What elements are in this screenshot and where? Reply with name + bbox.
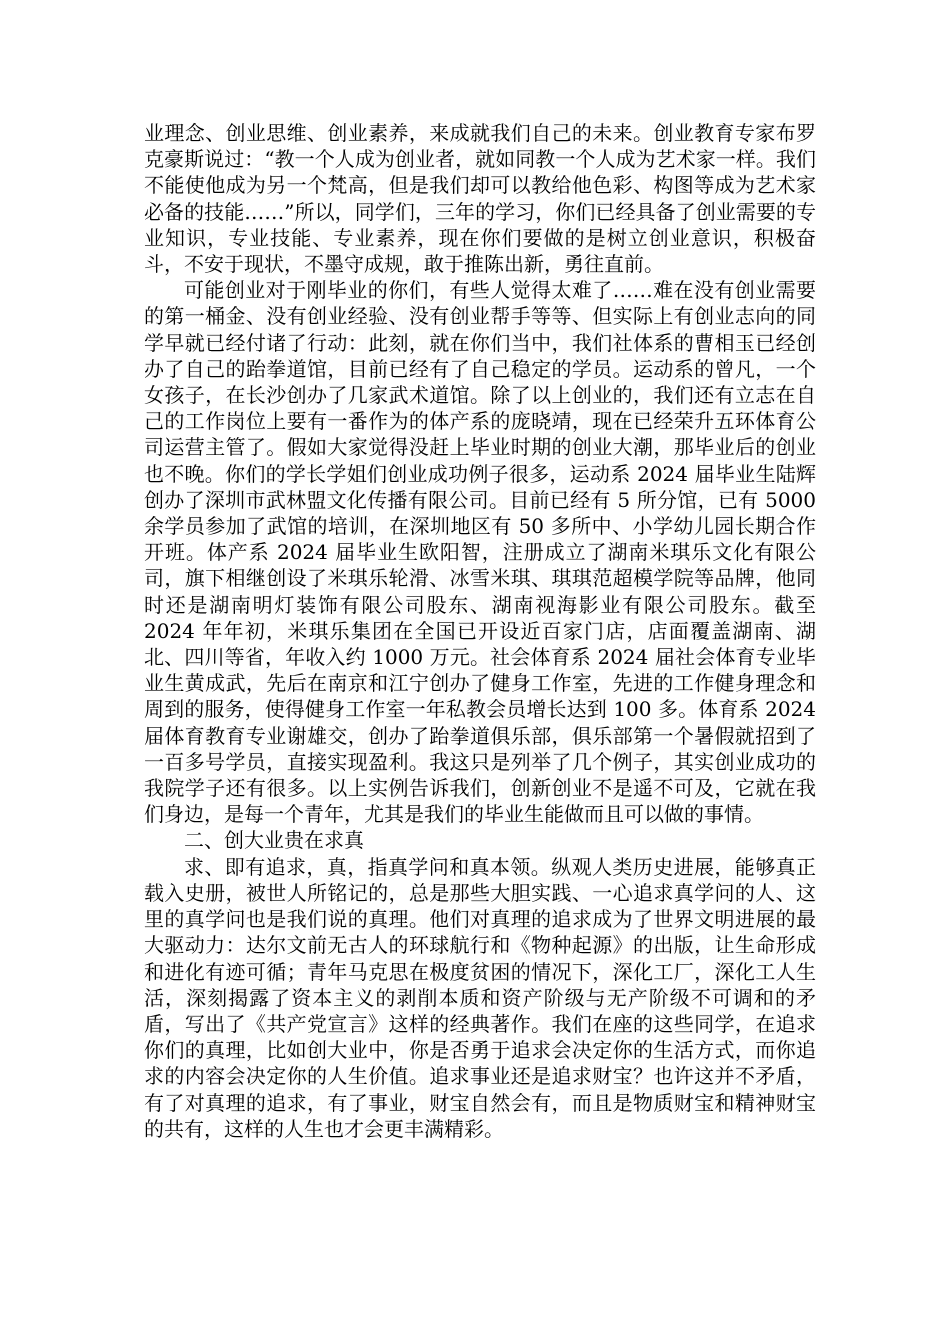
section-heading: 二、创大业贵在求真 — [184, 828, 364, 853]
paragraph-pursuit-of-truth: 求、即有追求，真，指真学问和真本领。纵观人类历史进展，能够真正载入史册，被世人所铭记的，总是那些大胆实践、一心追求真学问的人、这里的真学问也是我们说的真理。他们对真理的追求成为了世界文明进展的最大驱动力：达尔文前无古人的环球航行和《物种起源》的出版，让生命形成和进化有迹可循；青年马克思在极度贫困的情况下，深化工厂，深化工人生活，深刻揭露了资本主义的剥削本质和资产阶级与无产阶级不可调和的矛盾，写出了《共产党宣言》这样的经典著作。我们在座的这些同学，在追求你们的真理，比如创大业中，你是否勇于追求会决定你的生活方式，而你追求的内容会决定你的人生价值。追求事业还是追求财宝？也许这并不矛盾，有了对真理的追求，有了事业，财宝自然会有，而且是物质财宝和精神财宝的共有，这样的人生也才会更丰满精彩。 — [144, 854, 816, 1141]
document-page — [144, 120, 816, 1142]
paragraph-entrepreneurship-examples: 可能创业对于刚毕业的你们，有些人觉得太难了……难在没有创业需要的第一桶金、没有创业经验、没有创业帮手等等、但实际上有创业志向的同学早就已经付诸了行动：此刻，就在你们当中，我们社体系的曹相玉已经创办了自己的跆拳道馆，目前已经有了自己稳定的学员。运动系的曾凡，一个女孩子，在长沙创办了几家武术道馆。除了以上创业的，我们还有立志在自己的工作岗位上要有一番作为的体产系的庞晓靖，现在已经荣升五环体育公司运营主管了。假如大家觉得没赶上毕业时期的创业大潮，那毕业后的创业也不晚。你们的学长学姐们创业成功例子很多，运动系 2024 届毕业生陆辉创办了深圳市武林盟文化传播有限公司。目前已经有 5 所分馆，已有 5000 余学员参加了武馆的培训，在深圳地区有 50 多所中、小学幼儿园长期合作开班。体产系 2024 届毕业生欧阳智，注册成立了湖南米琪乐文化有限公司，旗下相继创设了米琪乐轮滑、冰雪米琪、琪琪范超模学院等品牌，他同时还是湖南明灯装饰有限公司股东、湖南视海影业有限公司股东。截至 2024 年年初，米琪乐集团在全国已开设近百家门店，店面覆盖湖南、湖北、四川等省，年收入约 1000 万元。社会体育系 2024 届社会体育专业毕业生黄成武，先后在南京和江宁创办了健身工作室，先进的工作健身理念和周到的服务，使得健身工作室一年私教会员增长达到 100 多。体育系 2024 届体育教育专业谢雄交，创办了跆拳道俱乐部，俱乐部第一个暑假就招到了一百多号学员，直接实现盈利。我这只是列举了几个例子，其实创业成功的我院学子还有很多。以上实例告诉我们，创新创业不是遥不可及，它就在我们身边，是每一个青年，尤其是我们的毕业生能做而且可以做的事情。 — [144, 278, 816, 827]
paragraph-continuation: 业理念、创业思维、创业素养，来成就我们自己的未来。创业教育专家布罗克豪斯说过：“教一个人成为创业者，就如同教一个人成为艺术家一样。我们不能使他成为另一个梵高，但是我们却可以教给他色彩、构图等成为艺术家必备的技能……”所以，同学们，三年的学习，你们已经具备了创业需要的专业知识，专业技能、专业素养，现在你们要做的是树立创业意识，积极奋斗，不安于现状，不墨守成规，敢于推陈出新，勇往直前。 — [144, 121, 816, 277]
